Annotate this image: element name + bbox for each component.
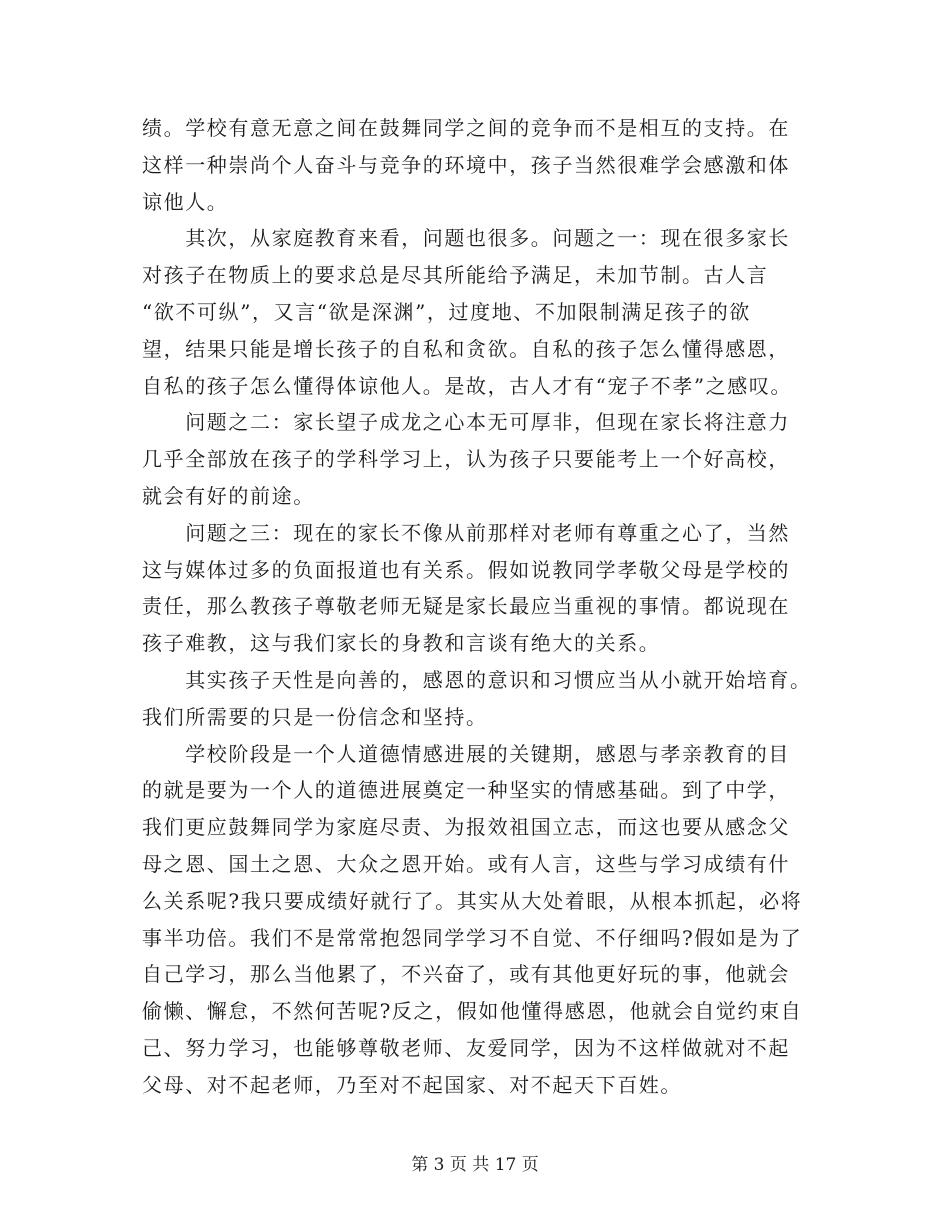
text-line: 这与媒体过多的负面报道也有关系。假如说教同学孝敬父母是学校的 (142, 557, 790, 582)
text-line: 其次，从家庭教育来看，问题也很多。问题之一：现在很多家长 (142, 226, 790, 251)
text-line: 的就是要为一个人的道德进展奠定一种坚实的情感基础。到了中学， (142, 778, 790, 803)
text-line: 己、努力学习，也能够尊敬老师、友爱同学，因为不这样做就对不起 (142, 1035, 790, 1060)
text-line: 么关系呢?我只要成绩好就行了。其实从大处着眼，从根本抓起，必将 (142, 888, 803, 913)
text-line: 偷懒、懈怠，不然何苦呢?反之，假如他懂得感恩，他就会自觉约束自 (142, 999, 803, 1024)
page-number: 第 3 页 共 17 页 (411, 1155, 539, 1175)
text-line: 问题之三：现在的家长不像从前那样对老师有尊重之心了，当然 (142, 520, 790, 545)
page-footer (0, 1153, 950, 1177)
text-line: “欲不可纵”，又言“欲是深渊”，过度地、不加限制满足孩子的欲 (142, 299, 751, 324)
text-line: 我们更应鼓舞同学为家庭尽责、为报效祖国立志，而这也要从感念父 (142, 815, 790, 840)
text-line: 其实孩子天性是向善的，感恩的意识和习惯应当从小就开始培育。 (142, 667, 812, 692)
text-line: 这样一种崇尚个人奋斗与竞争的环境中，孩子当然很难学会感激和体 (142, 152, 790, 177)
text-line: 责任，那么教孩子尊敬老师无疑是家长最应当重视的事情。都说现在 (142, 594, 790, 619)
text-line: 事半功倍。我们不是常常抱怨同学学习不自觉、不仔细吗?假如是为了 (142, 925, 803, 950)
text-line: 学校阶段是一个人道德情感进展的关键期，感恩与孝亲教育的目 (142, 741, 790, 766)
text-line: 对孩子在物质上的要求总是尽其所能给予满足，未加节制。古人言 (142, 263, 769, 288)
text-line: 自私的孩子怎么懂得体谅他人。是故，古人才有“宠子不孝”之感叹。 (142, 373, 793, 398)
text-line: 几乎全部放在孩子的学科学习上，认为孩子只要能考上一个好高校， (142, 447, 790, 472)
text-line: 问题之二：家长望子成龙之心本无可厚非，但现在家长将注意力 (142, 410, 790, 435)
text-line: 望，结果只能是增长孩子的自私和贪欲。自私的孩子怎么懂得感恩， (142, 336, 790, 361)
text-line: 孩子难教，这与我们家长的身教和言谈有绝大的关系。 (142, 631, 661, 656)
text-line: 我们所需要的只是一份信念和坚持。 (142, 704, 488, 729)
text-line: 就会有好的前途。 (142, 483, 315, 508)
text-line: 母之恩、国土之恩、大众之恩开始。或有人言，这些与学习成绩有什 (142, 851, 790, 876)
body-text (142, 110, 812, 1104)
text-line: 父母、对不起老师，乃至对不起国家、对不起天下百姓。 (142, 1072, 682, 1097)
text-line: 自己学习，那么当他累了，不兴奋了，或有其他更好玩的事，他就会 (142, 962, 790, 987)
text-line: 绩。学校有意无意之间在鼓舞同学之间的竞争而不是相互的支持。在 (142, 116, 790, 140)
text-line: 谅他人。 (142, 189, 229, 214)
